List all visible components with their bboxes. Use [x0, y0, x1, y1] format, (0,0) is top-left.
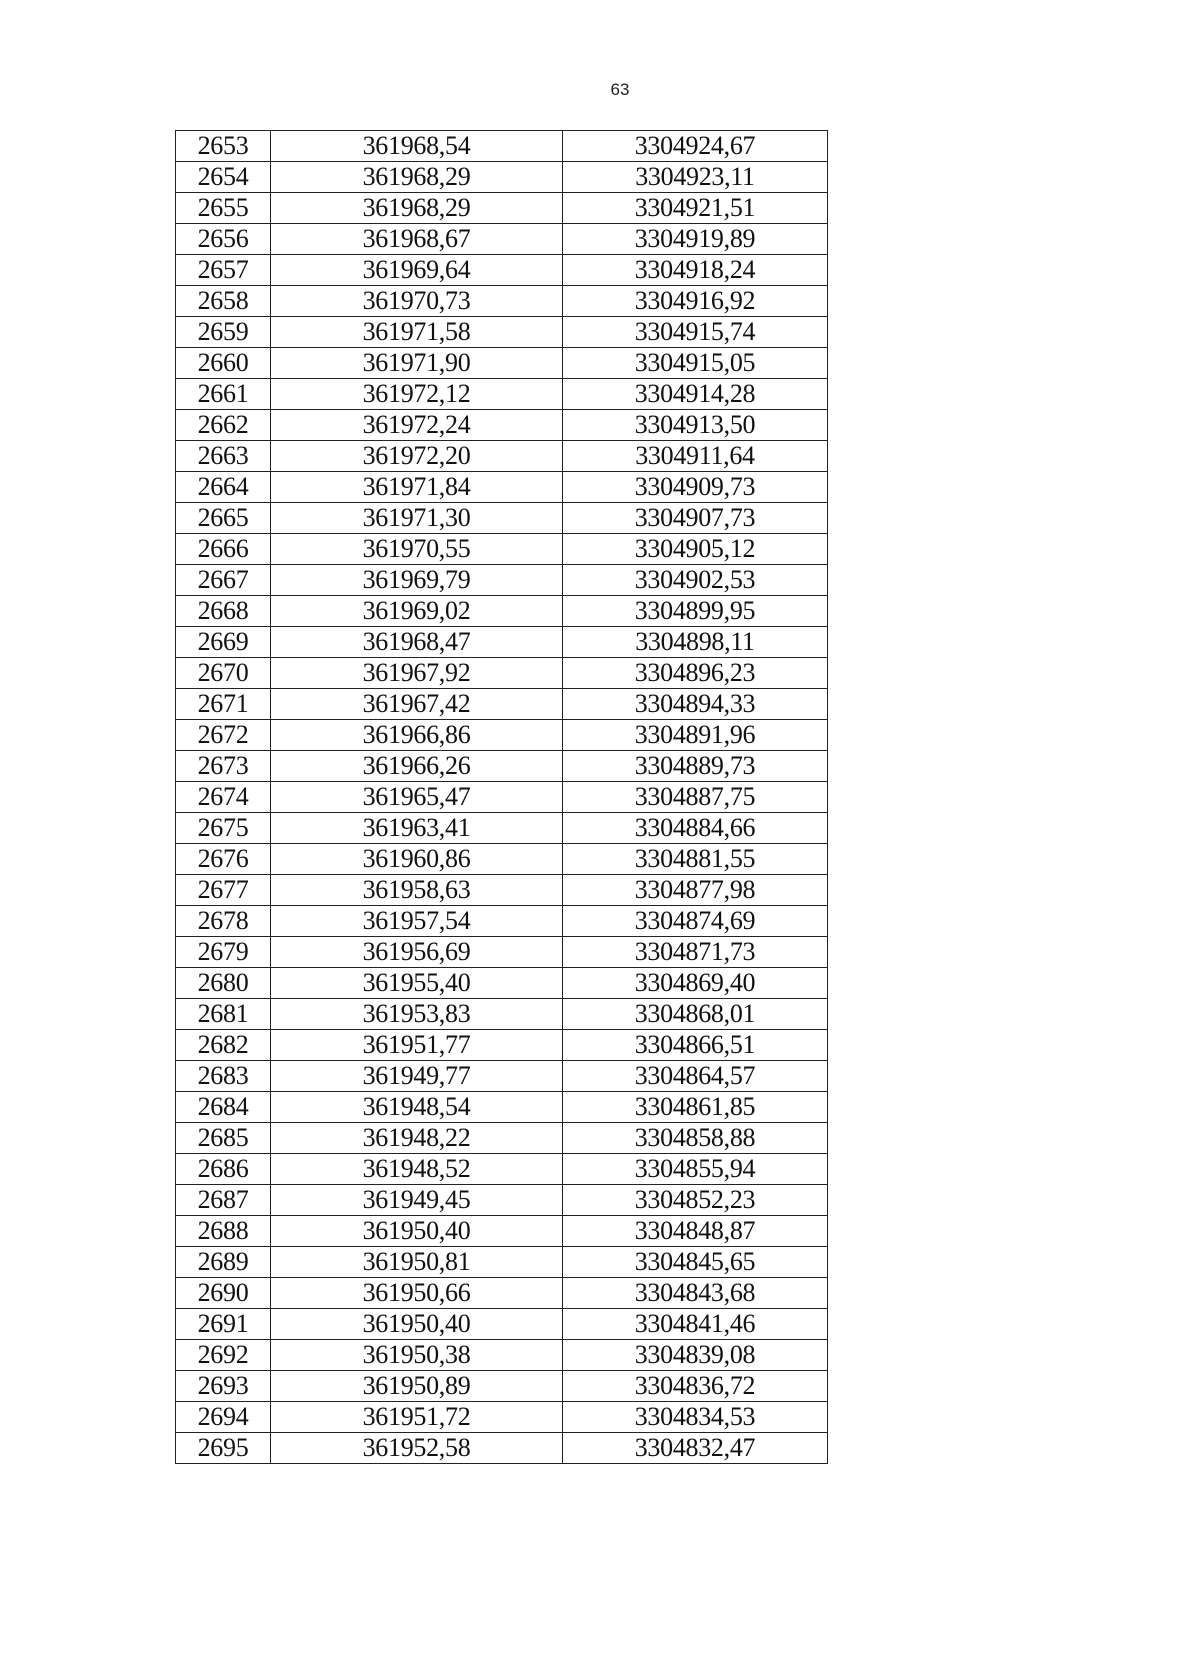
y-coordinate-cell: 3304861,85: [563, 1092, 828, 1123]
y-coordinate-cell: 3304832,47: [563, 1433, 828, 1464]
table-row: [176, 565, 828, 596]
page-number: 63: [610, 80, 630, 99]
x-coordinate-cell: 361971,84: [271, 472, 563, 503]
y-coordinate-cell: 3304874,69: [563, 906, 828, 937]
table-row: [176, 627, 828, 658]
x-coordinate-cell: 361951,77: [271, 1030, 563, 1061]
x-coordinate-cell: 361970,73: [271, 286, 563, 317]
x-coordinate-cell: 361953,83: [271, 999, 563, 1030]
table-row: [176, 658, 828, 689]
point-number-cell: 2664: [176, 472, 271, 503]
x-coordinate-cell: 361968,67: [271, 224, 563, 255]
point-number-cell: 2675: [176, 813, 271, 844]
x-coordinate-cell: 361957,54: [271, 906, 563, 937]
x-coordinate-cell: 361967,42: [271, 689, 563, 720]
point-number-cell: 2682: [176, 1030, 271, 1061]
point-number-cell: 2680: [176, 968, 271, 999]
y-coordinate-cell: 3304887,75: [563, 782, 828, 813]
table-row: [176, 1185, 828, 1216]
point-number-cell: 2674: [176, 782, 271, 813]
table-row: [176, 1216, 828, 1247]
point-number-cell: 2676: [176, 844, 271, 875]
table-row: [176, 689, 828, 720]
point-number-cell: 2653: [176, 131, 271, 162]
x-coordinate-cell: 361963,41: [271, 813, 563, 844]
coordinates-table: [175, 130, 828, 1464]
table-row: [176, 534, 828, 565]
x-coordinate-cell: 361950,89: [271, 1371, 563, 1402]
y-coordinate-cell: 3304894,33: [563, 689, 828, 720]
x-coordinate-cell: 361972,12: [271, 379, 563, 410]
table-row: [176, 813, 828, 844]
y-coordinate-cell: 3304864,57: [563, 1061, 828, 1092]
table-row: [176, 1247, 828, 1278]
point-number-cell: 2694: [176, 1402, 271, 1433]
table-row: [176, 286, 828, 317]
point-number-cell: 2693: [176, 1371, 271, 1402]
table-row: [176, 782, 828, 813]
point-number-cell: 2673: [176, 751, 271, 782]
y-coordinate-cell: 3304902,53: [563, 565, 828, 596]
y-coordinate-cell: 3304919,89: [563, 224, 828, 255]
table-row: [176, 1061, 828, 1092]
table-row: [176, 503, 828, 534]
y-coordinate-cell: 3304899,95: [563, 596, 828, 627]
table-row: [176, 410, 828, 441]
x-coordinate-cell: 361950,81: [271, 1247, 563, 1278]
y-coordinate-cell: 3304871,73: [563, 937, 828, 968]
x-coordinate-cell: 361952,58: [271, 1433, 563, 1464]
y-coordinate-cell: 3304843,68: [563, 1278, 828, 1309]
point-number-cell: 2671: [176, 689, 271, 720]
point-number-cell: 2660: [176, 348, 271, 379]
y-coordinate-cell: 3304911,64: [563, 441, 828, 472]
y-coordinate-cell: 3304852,23: [563, 1185, 828, 1216]
point-number-cell: 2678: [176, 906, 271, 937]
table-row: [176, 441, 828, 472]
y-coordinate-cell: 3304916,92: [563, 286, 828, 317]
y-coordinate-cell: 3304915,05: [563, 348, 828, 379]
x-coordinate-cell: 361971,58: [271, 317, 563, 348]
x-coordinate-cell: 361967,92: [271, 658, 563, 689]
x-coordinate-cell: 361951,72: [271, 1402, 563, 1433]
x-coordinate-cell: 361969,64: [271, 255, 563, 286]
y-coordinate-cell: 3304858,88: [563, 1123, 828, 1154]
table-row: [176, 317, 828, 348]
x-coordinate-cell: 361958,63: [271, 875, 563, 906]
point-number-cell: 2687: [176, 1185, 271, 1216]
y-coordinate-cell: 3304921,51: [563, 193, 828, 224]
y-coordinate-cell: 3304839,08: [563, 1340, 828, 1371]
y-coordinate-cell: 3304923,11: [563, 162, 828, 193]
point-number-cell: 2668: [176, 596, 271, 627]
point-number-cell: 2655: [176, 193, 271, 224]
point-number-cell: 2692: [176, 1340, 271, 1371]
point-number-cell: 2658: [176, 286, 271, 317]
y-coordinate-cell: 3304868,01: [563, 999, 828, 1030]
x-coordinate-cell: 361956,69: [271, 937, 563, 968]
x-coordinate-cell: 361950,40: [271, 1309, 563, 1340]
y-coordinate-cell: 3304914,28: [563, 379, 828, 410]
x-coordinate-cell: 361968,54: [271, 131, 563, 162]
y-coordinate-cell: 3304896,23: [563, 658, 828, 689]
point-number-cell: 2690: [176, 1278, 271, 1309]
y-coordinate-cell: 3304891,96: [563, 720, 828, 751]
x-coordinate-cell: 361955,40: [271, 968, 563, 999]
table-row: [176, 1371, 828, 1402]
point-number-cell: 2667: [176, 565, 271, 596]
point-number-cell: 2677: [176, 875, 271, 906]
table-row: [176, 937, 828, 968]
x-coordinate-cell: 361969,02: [271, 596, 563, 627]
point-number-cell: 2679: [176, 937, 271, 968]
x-coordinate-cell: 361968,29: [271, 162, 563, 193]
point-number-cell: 2666: [176, 534, 271, 565]
y-coordinate-cell: 3304881,55: [563, 844, 828, 875]
y-coordinate-cell: 3304884,66: [563, 813, 828, 844]
table-row: [176, 596, 828, 627]
point-number-cell: 2659: [176, 317, 271, 348]
x-coordinate-cell: 361949,77: [271, 1061, 563, 1092]
point-number-cell: 2685: [176, 1123, 271, 1154]
point-number-cell: 2654: [176, 162, 271, 193]
point-number-cell: 2689: [176, 1247, 271, 1278]
x-coordinate-cell: 361968,29: [271, 193, 563, 224]
x-coordinate-cell: 361950,40: [271, 1216, 563, 1247]
table-row: [176, 1278, 828, 1309]
y-coordinate-cell: 3304848,87: [563, 1216, 828, 1247]
y-coordinate-cell: 3304889,73: [563, 751, 828, 782]
y-coordinate-cell: 3304924,67: [563, 131, 828, 162]
table-row: [176, 906, 828, 937]
point-number-cell: 2661: [176, 379, 271, 410]
x-coordinate-cell: 361948,22: [271, 1123, 563, 1154]
x-coordinate-cell: 361972,24: [271, 410, 563, 441]
table-row: [176, 1340, 828, 1371]
point-number-cell: 2672: [176, 720, 271, 751]
y-coordinate-cell: 3304877,98: [563, 875, 828, 906]
table-row: [176, 875, 828, 906]
table-row: [176, 1402, 828, 1433]
y-coordinate-cell: 3304866,51: [563, 1030, 828, 1061]
x-coordinate-cell: 361948,54: [271, 1092, 563, 1123]
x-coordinate-cell: 361950,38: [271, 1340, 563, 1371]
y-coordinate-cell: 3304841,46: [563, 1309, 828, 1340]
point-number-cell: 2657: [176, 255, 271, 286]
y-coordinate-cell: 3304909,73: [563, 472, 828, 503]
table-row: [176, 1154, 828, 1185]
x-coordinate-cell: 361966,86: [271, 720, 563, 751]
table-row: [176, 844, 828, 875]
table-row: [176, 751, 828, 782]
x-coordinate-cell: 361949,45: [271, 1185, 563, 1216]
x-coordinate-cell: 361950,66: [271, 1278, 563, 1309]
point-number-cell: 2665: [176, 503, 271, 534]
y-coordinate-cell: 3304836,72: [563, 1371, 828, 1402]
x-coordinate-cell: 361970,55: [271, 534, 563, 565]
point-number-cell: 2662: [176, 410, 271, 441]
table-row: [176, 1309, 828, 1340]
x-coordinate-cell: 361971,90: [271, 348, 563, 379]
point-number-cell: 2688: [176, 1216, 271, 1247]
y-coordinate-cell: 3304855,94: [563, 1154, 828, 1185]
point-number-cell: 2695: [176, 1433, 271, 1464]
y-coordinate-cell: 3304913,50: [563, 410, 828, 441]
x-coordinate-cell: 361969,79: [271, 565, 563, 596]
table-row: [176, 348, 828, 379]
y-coordinate-cell: 3304845,65: [563, 1247, 828, 1278]
point-number-cell: 2691: [176, 1309, 271, 1340]
x-coordinate-cell: 361948,52: [271, 1154, 563, 1185]
y-coordinate-cell: 3304905,12: [563, 534, 828, 565]
x-coordinate-cell: 361965,47: [271, 782, 563, 813]
x-coordinate-cell: 361968,47: [271, 627, 563, 658]
table-row: [176, 255, 828, 286]
table-row: [176, 224, 828, 255]
y-coordinate-cell: 3304898,11: [563, 627, 828, 658]
x-coordinate-cell: 361966,26: [271, 751, 563, 782]
table-row: [176, 1123, 828, 1154]
coordinates-table-body: [176, 131, 828, 1464]
table-row: [176, 1433, 828, 1464]
table-row: [176, 472, 828, 503]
y-coordinate-cell: 3304915,74: [563, 317, 828, 348]
table-row: [176, 379, 828, 410]
point-number-cell: 2683: [176, 1061, 271, 1092]
y-coordinate-cell: 3304907,73: [563, 503, 828, 534]
point-number-cell: 2681: [176, 999, 271, 1030]
table-row: [176, 131, 828, 162]
x-coordinate-cell: 361960,86: [271, 844, 563, 875]
table-row: [176, 999, 828, 1030]
point-number-cell: 2670: [176, 658, 271, 689]
table-row: [176, 1030, 828, 1061]
x-coordinate-cell: 361971,30: [271, 503, 563, 534]
table-row: [176, 1092, 828, 1123]
table-row: [176, 193, 828, 224]
point-number-cell: 2684: [176, 1092, 271, 1123]
x-coordinate-cell: 361972,20: [271, 441, 563, 472]
point-number-cell: 2663: [176, 441, 271, 472]
point-number-cell: 2669: [176, 627, 271, 658]
point-number-cell: 2656: [176, 224, 271, 255]
y-coordinate-cell: 3304918,24: [563, 255, 828, 286]
table-row: [176, 162, 828, 193]
y-coordinate-cell: 3304834,53: [563, 1402, 828, 1433]
table-row: [176, 968, 828, 999]
table-row: [176, 720, 828, 751]
y-coordinate-cell: 3304869,40: [563, 968, 828, 999]
point-number-cell: 2686: [176, 1154, 271, 1185]
